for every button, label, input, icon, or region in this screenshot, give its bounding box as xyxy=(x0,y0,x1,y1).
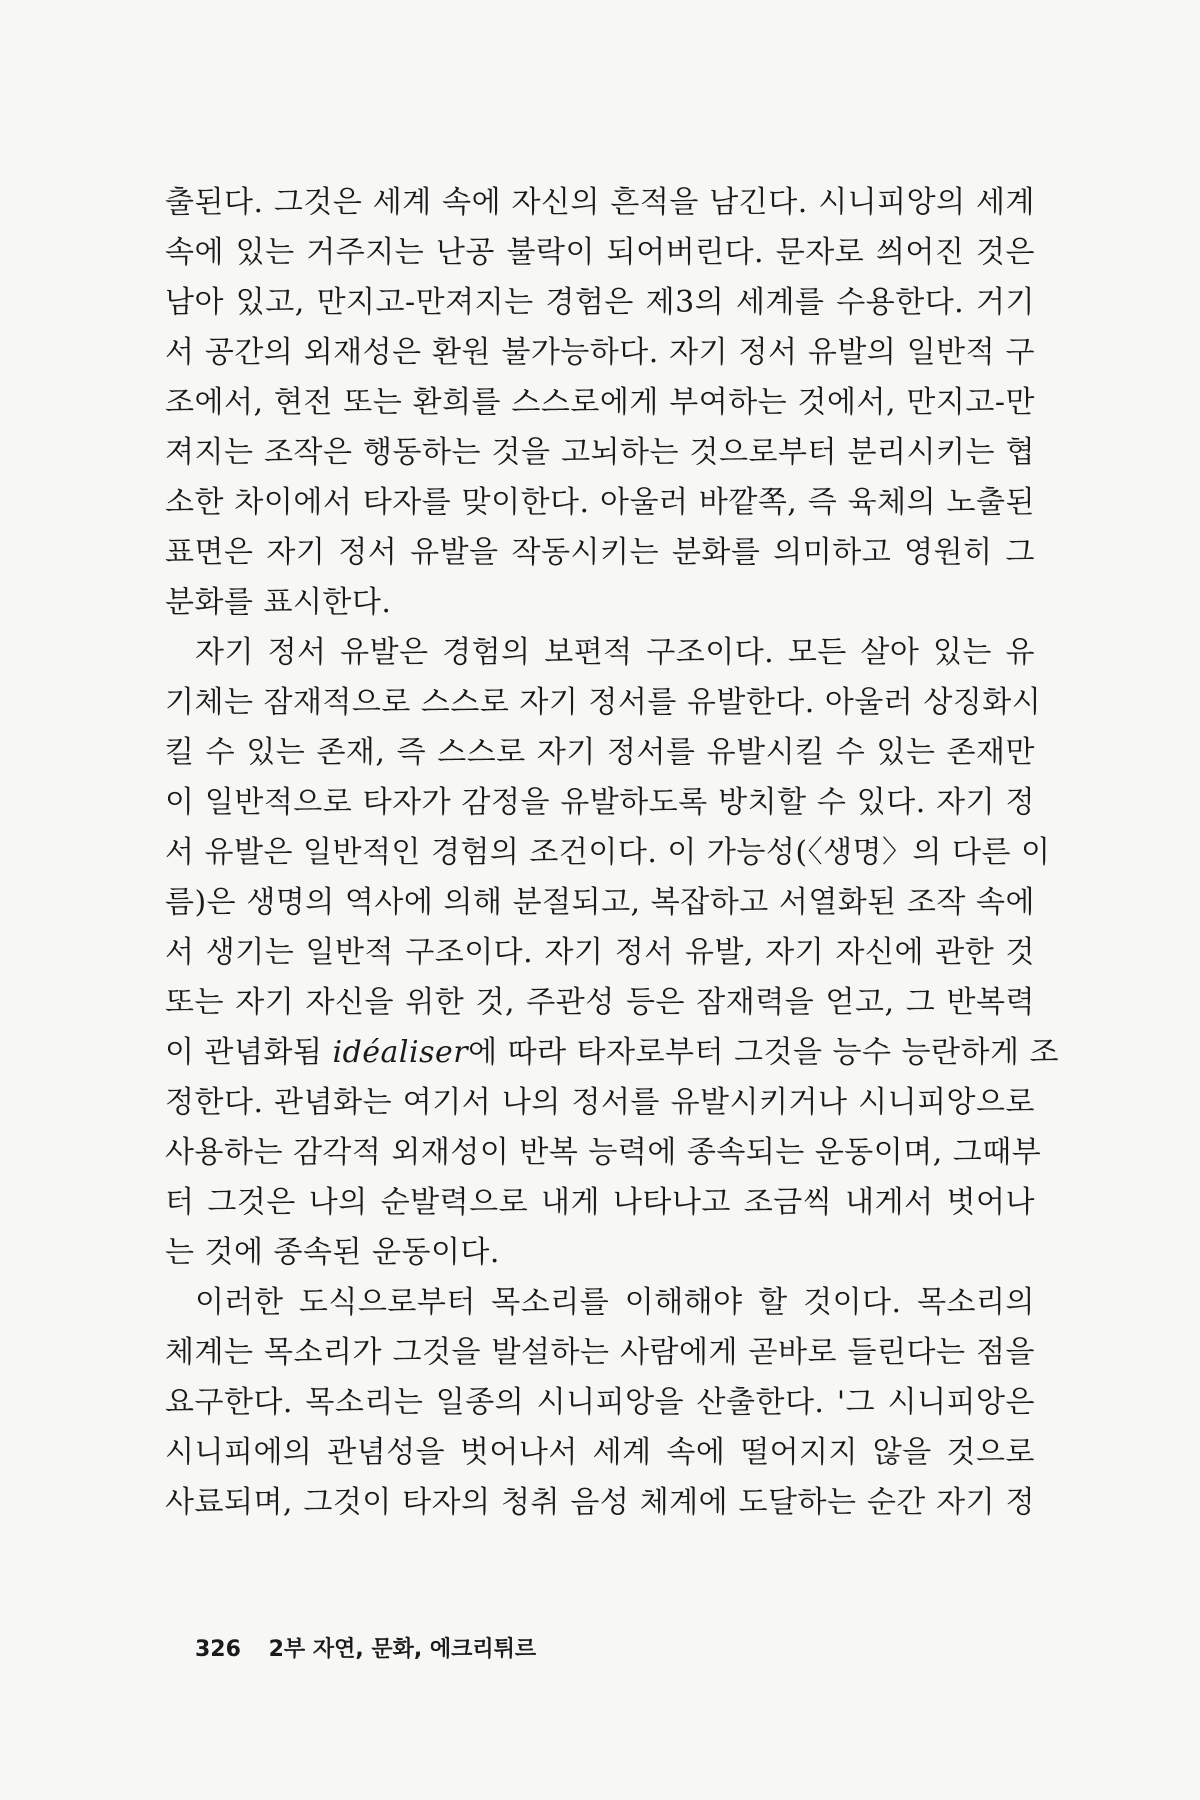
text-line-5: 조에서, 현전 또는 환희를 스스로에게 부여하는 것에서, 만지고-만 xyxy=(165,385,1035,420)
text-line-26: 시니피에의 관념성을 벗어나서 세계 속에 떨어지지 않을 것으로 xyxy=(165,1435,1035,1470)
text-line-9: 분화를 표시한다. xyxy=(165,585,392,620)
text-line-12: 킬 수 있는 존재, 즉 스스로 자기 정서를 유발시킬 수 있는 존재만 xyxy=(165,735,1035,770)
text-line-17: 또는 자기 자신을 위한 것, 주관성 등은 잠재력을 얻고, 그 반복력 xyxy=(165,985,1035,1020)
text-line-19: 정한다. 관념화는 여기서 나의 정서를 유발시키거나 시니피앙으로 xyxy=(165,1085,1035,1120)
text-line-20: 사용하는 감각적 외재성이 반복 능력에 종속되는 운동이며, 그때부 xyxy=(165,1135,1042,1170)
text-line-16: 서 생기는 일반적 구조이다. 자기 정서 유발, 자기 자신에 관한 것 xyxy=(165,935,1035,970)
text-line-21: 터 그것은 나의 순발력으로 내게 나타나고 조금씩 내게서 벗어나 xyxy=(165,1185,1035,1220)
page-number: 326 xyxy=(195,1637,241,1662)
text-line-27: 사료되며, 그것이 타자의 청취 음성 체계에 도달하는 순간 자기 정 xyxy=(165,1485,1035,1520)
text-line-6: 져지는 조작은 행동하는 것을 고뇌하는 것으로부터 분리시키는 협 xyxy=(165,435,1035,470)
italic-term: idéaliser xyxy=(332,1035,469,1070)
text-line-14: 서 유발은 일반적인 경험의 조건이다. 이 가능성(〈생명〉의 다른 이 xyxy=(165,835,1051,870)
text-line-13: 이 일반적으로 타자가 감정을 유발하도록 방치할 수 있다. 자기 정 xyxy=(165,785,1035,820)
text-line-3: 남아 있고, 만지고-만져지는 경험은 제3의 세계를 수용한다. 거기 xyxy=(165,285,1035,320)
text-line-11: 기체는 잠재적으로 스스로 자기 정서를 유발한다. 아울러 상징화시 xyxy=(165,685,1042,720)
running-title: 2부 자연, 문화, 에크리튀르 xyxy=(268,1637,537,1662)
text-line-10: 자기 정서 유발은 경험의 보편적 구조이다. 모든 살아 있는 유 xyxy=(195,635,1035,670)
text-line-15: 름)은 생명의 역사에 의해 분절되고, 복잡하고 서열화된 조작 속에 xyxy=(165,885,1035,920)
text-line-8: 표면은 자기 정서 유발을 작동시키는 분화를 의미하고 영원히 그 xyxy=(165,535,1035,570)
text-line-25: 요구한다. 목소리는 일종의 시니피앙을 산출한다. '그 시니피앙은 xyxy=(165,1385,1035,1420)
text-line-18-head: 이 관념화됨 xyxy=(165,1035,333,1070)
text-line-24: 체계는 목소리가 그것을 발설하는 사람에게 곧바로 들린다는 점을 xyxy=(165,1335,1035,1370)
text-line-1: 출된다. 그것은 세계 속에 자신의 흔적을 남긴다. 시니피앙의 세계 xyxy=(165,185,1035,220)
text-line-2: 속에 있는 거주지는 난공 불락이 되어버린다. 문자로 씌어진 것은 xyxy=(165,235,1035,270)
text-line-7: 소한 차이에서 타자를 맞이한다. 아울러 바깥쪽, 즉 육체의 노출된 xyxy=(165,485,1035,520)
body-text xyxy=(165,178,1059,1528)
page-footer xyxy=(195,1632,536,1663)
text-line-18-tail: 에 따라 타자로부터 그것을 능수 능란하게 조 xyxy=(468,1035,1059,1070)
text-line-22: 는 것에 종속된 운동이다. xyxy=(165,1235,500,1270)
text-line-4: 서 공간의 외재성은 환원 불가능하다. 자기 정서 유발의 일반적 구 xyxy=(165,335,1035,370)
text-line-18 xyxy=(165,1028,1059,1078)
text-line-23: 이러한 도식으로부터 목소리를 이해해야 할 것이다. 목소리의 xyxy=(195,1285,1035,1320)
